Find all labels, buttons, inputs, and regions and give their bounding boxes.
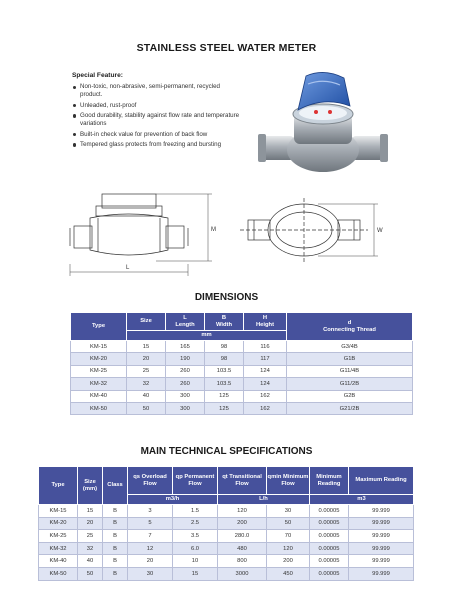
col-length-label: Length [175,321,195,328]
col-width-label: Width [215,321,233,328]
cell-height: 124 [244,378,287,390]
unit-mm: mm [127,331,287,341]
col-height-top: H [262,315,268,322]
cell-class: B [103,530,128,543]
unit-m3: m3 [310,495,414,505]
cell-type: KM-40 [71,390,127,402]
cell-class: B [103,517,128,530]
cell-width: 98 [205,353,244,365]
cell-min: 0.00005 [310,530,349,543]
cell-qt: 3000 [218,567,267,580]
table-row [71,365,413,377]
cell-height: 124 [244,365,287,377]
unit-lh: L/h [218,495,310,505]
cell-min: 0.00005 [310,517,349,530]
cell-max: 99.999 [349,542,414,555]
feature-item: Tempered glass protects from freezing and bursting [72,141,242,149]
col-width-top: B [221,315,227,322]
label-m: M [211,227,216,233]
cell-length: 165 [166,341,205,353]
table-row [39,517,414,530]
cell-size: 25 [127,365,166,377]
cell-min: 0.00005 [310,505,349,518]
cell-size: 20 [127,353,166,365]
table-row [39,542,414,555]
cell-qt: 200 [218,517,267,530]
cell-qp: 15 [173,567,218,580]
cell-width: 103.5 [205,365,244,377]
cell-class: B [103,505,128,518]
cell-length: 300 [166,390,205,402]
cell-qt: 120 [218,505,267,518]
cell-qt: 280.0 [218,530,267,543]
col-max-reading: Maximum Reading [349,467,414,495]
cell-length: 190 [166,353,205,365]
dimensions-title: DIMENSIONS [194,292,259,303]
col-size: Size (mm) [78,467,103,505]
table-row [39,555,414,568]
cell-thread: G11/2B [287,378,413,390]
cell-thread: G2B [287,390,413,402]
features-list [72,83,242,149]
col-type: Type [71,313,127,341]
water-meter-photo [258,66,388,184]
col-min-reading: Minimum Reading [310,467,349,495]
cell-qmin: 200 [267,555,310,568]
cell-qp: 3.5 [173,530,218,543]
col-qs: qs Overload Flow [128,467,173,495]
special-features [72,72,242,152]
cell-qs: 3 [128,505,173,518]
cell-qmin: 450 [267,567,310,580]
cell-height: 117 [244,353,287,365]
cell-max: 99.999 [349,505,414,518]
feature-item: Unleaded, rust-proof [72,102,242,110]
cell-class: B [103,567,128,580]
cell-thread: G1B [287,353,413,365]
cell-size: 40 [78,555,103,568]
label-l: L [126,265,130,271]
col-qmin: qmin Minimum Flow [267,467,310,495]
specs-title: MAIN TECHNICAL SPECIFICATIONS [140,446,313,457]
cell-type: KM-32 [39,542,78,555]
specs-table [38,466,414,581]
cell-type: KM-40 [39,555,78,568]
col-thread [287,313,413,341]
cell-height: 162 [244,402,287,414]
col-height [244,313,287,331]
col-width [205,313,244,331]
col-height-label: Height [255,321,275,328]
col-thread-label: Connecting Thread [323,326,376,333]
cell-min: 0.00005 [310,567,349,580]
cell-thread: G21/2B [287,402,413,414]
table-row [71,341,413,353]
table-row [39,505,414,518]
unit-m3h: m3/h [128,495,218,505]
cell-max: 99.999 [349,530,414,543]
cell-size: 15 [127,341,166,353]
cell-min: 0.00005 [310,555,349,568]
features-title: Special Feature: [72,72,123,79]
label-w: W [377,228,383,234]
cell-type: KM-50 [71,402,127,414]
cell-type: KM-50 [39,567,78,580]
cell-height: 162 [244,390,287,402]
feature-item: Built-in check value for prevention of back flow [72,131,242,139]
cell-type: KM-20 [39,517,78,530]
cell-length: 300 [166,402,205,414]
dimensions-table [70,312,413,415]
cell-size: 40 [127,390,166,402]
cell-qmin: 120 [267,542,310,555]
feature-item: Non-toxic, non-abrasive, semi-permanent, recycled product. [72,83,242,99]
col-qp: qp Permanent Flow [173,467,218,495]
table-row [71,353,413,365]
cell-type: KM-25 [71,365,127,377]
cell-width: 103.5 [205,378,244,390]
cell-type: KM-20 [71,353,127,365]
col-qt: qt Transitional Flow [218,467,267,495]
cell-qmin: 30 [267,505,310,518]
table-row [71,402,413,414]
cell-width: 125 [205,390,244,402]
cell-height: 116 [244,341,287,353]
cell-qs: 7 [128,530,173,543]
feature-item: Good durability, stability against flow rate and temperature variations [72,112,242,128]
cell-size: 32 [127,378,166,390]
col-size: Size [127,313,166,331]
cell-qp: 2.5 [173,517,218,530]
col-type: Type [39,467,78,505]
cell-size: 50 [78,567,103,580]
cell-size: 50 [127,402,166,414]
cell-qt: 480 [218,542,267,555]
col-length-top: L [183,315,187,322]
table-row [71,390,413,402]
top-dimension-drawing [238,194,388,270]
table-row [71,378,413,390]
cell-qs: 12 [128,542,173,555]
cell-width: 98 [205,341,244,353]
cell-max: 99.999 [349,555,414,568]
cell-class: B [103,555,128,568]
cell-min: 0.00005 [310,542,349,555]
cell-qs: 20 [128,555,173,568]
cell-max: 99.999 [349,517,414,530]
cell-type: KM-32 [71,378,127,390]
cell-type: KM-25 [39,530,78,543]
cell-size: 32 [78,542,103,555]
cell-class: B [103,542,128,555]
cell-qp: 10 [173,555,218,568]
cell-length: 260 [166,378,205,390]
col-class: Class [103,467,128,505]
cell-size: 20 [78,517,103,530]
col-thread-top: d [347,320,352,327]
cell-qp: 6.0 [173,542,218,555]
cell-width: 125 [205,402,244,414]
cell-qmin: 50 [267,517,310,530]
cell-qmin: 70 [267,530,310,543]
col-length [166,313,205,331]
cell-max: 99.999 [349,567,414,580]
table-row [39,530,414,543]
cell-thread: G3/4B [287,341,413,353]
cell-thread: G11/4B [287,365,413,377]
table-row [39,567,414,580]
cell-qs: 5 [128,517,173,530]
cell-length: 260 [166,365,205,377]
cell-type: KM-15 [71,341,127,353]
cell-qt: 800 [218,555,267,568]
page-title: STAINLESS STEEL WATER METER [136,42,317,54]
cell-size: 15 [78,505,103,518]
cell-size: 25 [78,530,103,543]
cell-type: KM-15 [39,505,78,518]
cell-qp: 1.5 [173,505,218,518]
side-dimension-drawing [60,188,230,280]
cell-qs: 30 [128,567,173,580]
